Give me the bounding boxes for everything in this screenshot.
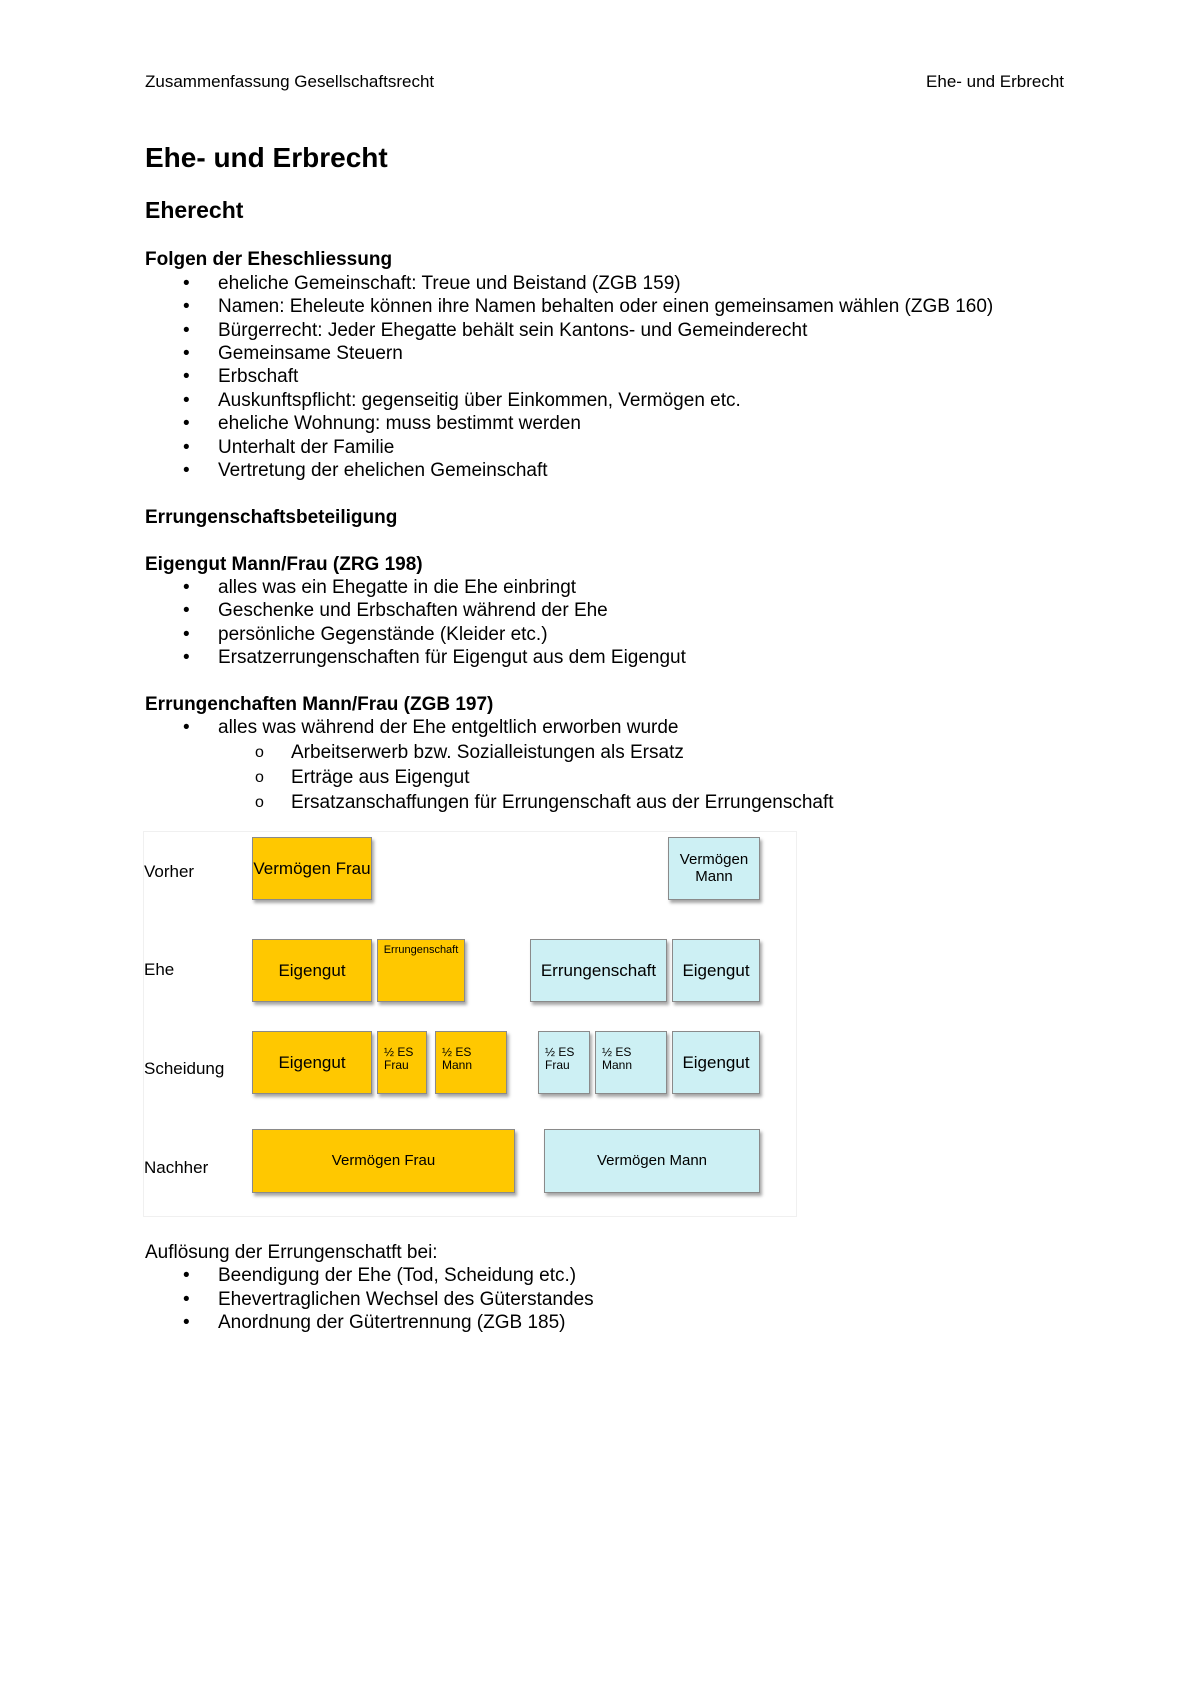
subheading-eigengut: Eigengut Mann/Frau (ZRG 198): [145, 553, 423, 575]
box-eigengut-frau-ehe: Eigengut: [252, 939, 372, 1002]
list-item: • Auskunftspflicht: gegenseitig über Einkommen, Vermögen etc.: [145, 389, 1085, 412]
subheading-errungenschaftsbeteiligung: Errungenschaftsbeteiligung: [145, 506, 398, 528]
list-item: • persönliche Gegenstände (Kleider etc.): [145, 623, 1085, 646]
list-item: • alles was ein Ehegatte in die Ehe einbringt: [145, 576, 1085, 599]
box-label-es: ½ ES: [545, 1044, 575, 1059]
list-item: • eheliche Gemeinschaft: Treue und Beistand (ZGB 159): [145, 272, 1085, 295]
list-item: • Gemeinsame Steuern: [145, 342, 1085, 365]
list-errungenschaften: [145, 716, 1085, 739]
list-item: • Geschenke und Erbschaften während der Ehe: [145, 599, 1085, 622]
row-label-vorher: Vorher: [144, 861, 195, 881]
sublist-item: o Ersatzanschaffungen für Errungenschaft aus der Errungenschaft: [145, 790, 1085, 815]
box-errungenschaft-mann-ehe: Errungenschaft: [530, 939, 667, 1002]
header-right-text: Ehe- und Erbrecht: [926, 72, 1064, 91]
list-item: • Anordnung der Gütertrennung (ZGB 185): [145, 1311, 1085, 1334]
list-item: • eheliche Wohnung: muss bestimmt werden: [145, 412, 1085, 435]
box-label-owner: Mann: [442, 1058, 473, 1073]
list-item: • Vertretung der ehelichen Gemeinschaft: [145, 459, 1085, 482]
row-label-ehe: Ehe: [144, 959, 175, 979]
sublist-errungenschaften: [145, 740, 1085, 815]
box-label-owner: Frau: [384, 1058, 409, 1073]
box-label-es: ½ ES: [384, 1044, 414, 1059]
box-vermoegen-frau-vorher: Vermögen Frau: [252, 837, 372, 900]
list-folgen: [145, 272, 1085, 483]
subheading-folgen: Folgen der Eheschliessung: [145, 249, 393, 271]
section-heading-eherecht: Eherecht: [145, 197, 244, 223]
list-item: • Bürgerrecht: Jeder Ehegatte behält sein Kantons- und Gemeinderecht: [145, 319, 1085, 342]
box-halb-es-mann-1: [435, 1031, 507, 1094]
box-eigengut-mann-ehe: Eigengut: [672, 939, 760, 1002]
aufloesung-intro: Auflösung der Errungenschatft bei:: [145, 1241, 438, 1263]
spacer: [145, 482, 1085, 505]
sublist-item: o Arbeitserwerb bzw. Sozialleistungen als Ersatz: [145, 740, 1085, 765]
list-item: • Unterhalt der Familie: [145, 436, 1085, 459]
list-item: • Namen: Eheleute können ihre Namen behalten oder einen gemeinsamen wählen (ZGB 160): [145, 295, 1085, 318]
list-item: • Erbschaft: [145, 365, 1085, 388]
box-label-es: ½ ES: [442, 1044, 472, 1059]
list-item: • Ersatzerrungenschaften für Eigengut aus dem Eigengut: [145, 646, 1085, 669]
box-errungenschaft-frau-ehe: Errungenschaft: [377, 939, 465, 1002]
page-header: [145, 72, 1064, 94]
spacer: [145, 529, 1085, 552]
header-left-text: Zusammenfassung Gesellschaftsrecht: [145, 72, 435, 91]
gueterstand-diagram: [143, 831, 797, 1217]
list-aufloesung: [145, 1264, 1085, 1334]
box-label-owner: Mann: [602, 1058, 633, 1073]
row-label-scheidung: Scheidung: [144, 1058, 225, 1078]
box-vermoegen-frau-nachher: Vermögen Frau: [252, 1129, 515, 1193]
box-halb-es-frau-2: [538, 1031, 590, 1094]
document-title: Ehe- und Erbrecht: [145, 142, 388, 173]
box-label-es: ½ ES: [602, 1044, 632, 1059]
document-body: [145, 140, 1085, 1335]
row-label-nachher: Nachher: [144, 1157, 209, 1177]
list-eigengut: [145, 576, 1085, 670]
list-item: • Ehevertraglichen Wechsel des Güterstandes: [145, 1288, 1085, 1311]
box-label-owner: Frau: [545, 1058, 570, 1073]
spacer: [145, 670, 1085, 693]
box-halb-es-frau-1: [377, 1031, 427, 1094]
box-vermoegen-mann-nachher: Vermögen Mann: [544, 1129, 760, 1193]
subheading-errungenschaften: Errungenchaften Mann/Frau (ZGB 197): [145, 694, 494, 716]
box-eigengut-mann-scheidung: Eigengut: [672, 1031, 760, 1094]
box-halb-es-mann-2: [595, 1031, 667, 1094]
spacer: [145, 225, 1085, 248]
box-eigengut-frau-scheidung: Eigengut: [252, 1031, 372, 1094]
list-item: • Beendigung der Ehe (Tod, Scheidung etc.): [145, 1264, 1085, 1287]
list-item: • alles was während der Ehe entgeltlich erworben wurde: [145, 716, 1085, 739]
sublist-item: o Erträge aus Eigengut: [145, 765, 1085, 790]
box-vermoegen-mann-vorher: Vermögen Mann: [668, 837, 760, 900]
